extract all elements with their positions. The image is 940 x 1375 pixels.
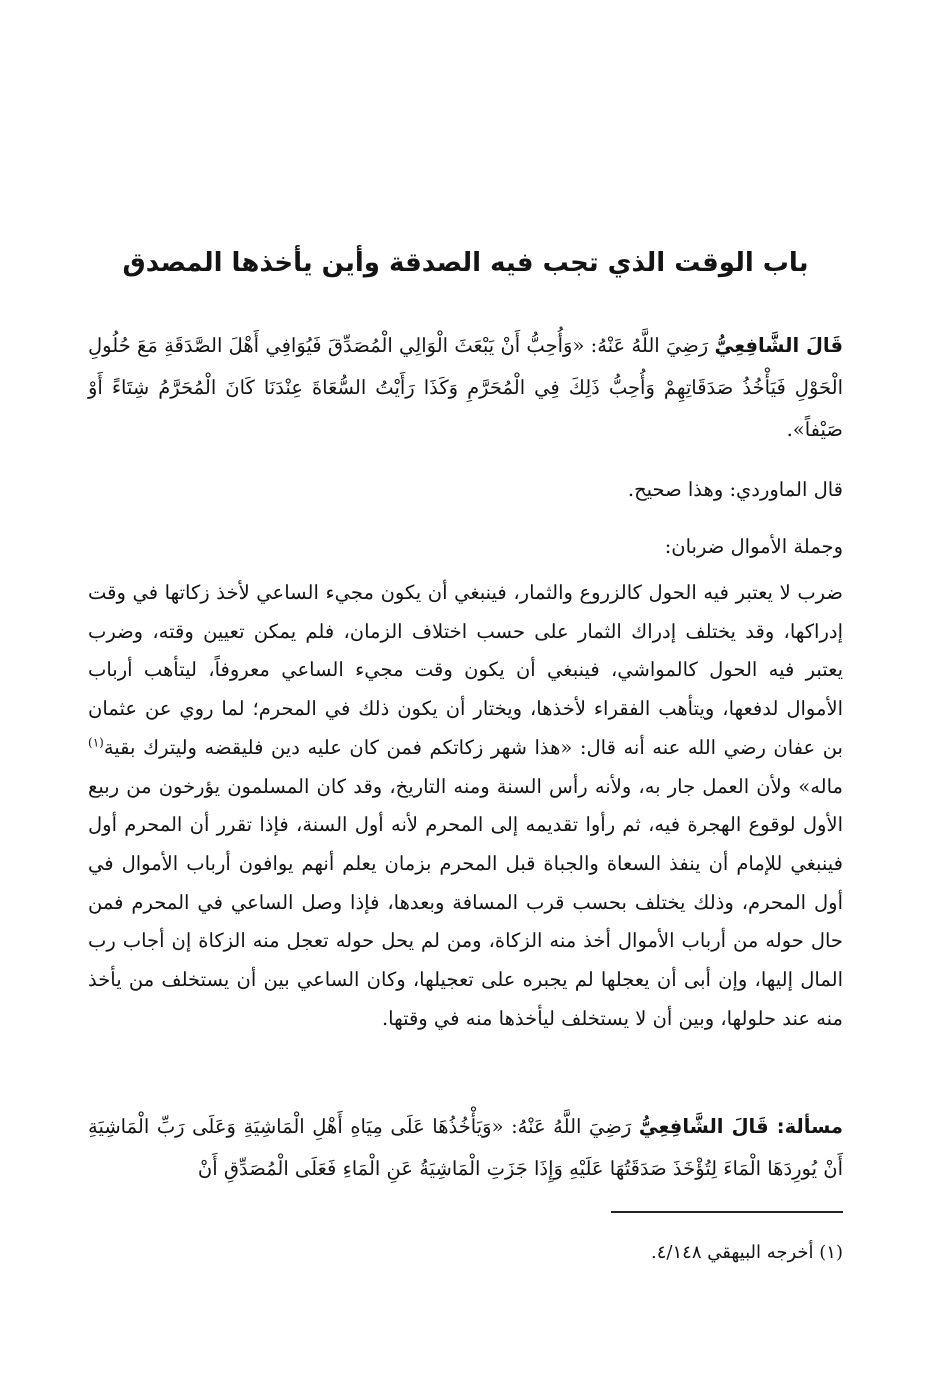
commentary-paragraph — [88, 574, 843, 1038]
commentary-text-part1: ضرب لا يعتبر فيه الحول كالزروع والثمار، فينبغي أن يكون مجيء الساعي لأخذ زكاتها في وقت إدراكها، وقد يختلف إدراك الثمار على حسب اختلاف الزمان، فلم يمكن تعيين وقته، وضرب يعتبر فيه الحول كالمواشي، فينبغي أن يكون وقت مجيء الساعي معروفاً، ليتأهب أرباب الأموال لدفعها، ويتأهب الفقراء لأخذها، ويختار أن يكون ذلك في المحرم؛ لما روي عن عثمان بن عفان رضي الله عنه أنه قال: «هذا شهر زكاتكم فمن كان عليه دين فليقضه وليترك بقية — [88, 581, 843, 759]
quote-text: رَضِيَ اللَّهُ عَنْهُ: «وَأُحِبُّ أَنْ يَبْعَثَ الْوَالِي الْمُصَدِّقَ فَيُوَافِي أَهْلَ الصَّدَقَةِ مَعَ حُلُولِ الْحَوْلِ فَيَأْخُذُ صَدَقَاتِهِمْ وَأُحِبُّ ذَلِكَ فِي الْمُحَرَّمِ وَكَذَا رَأَيْتُ السُّعَاةَ عِنْدَنَا كَانَ الْمُحَرَّمُ شِتَاءً أَوْ صَيْفاً». — [88, 334, 843, 441]
masala-lead: مسألة: قَالَ الشَّافِعِيُّ — [638, 1115, 843, 1138]
masala-text: رَضِيَ اللَّهُ عَنْهُ: «وَيَأْخُذُهَا عَلَى مِيَاهِ أَهْلِ الْمَاشِيَةِ وَعَلَى رَبِّ الْمَاشِيَةِ أَنْ يُورِدَهَا الْمَاءَ لِتُؤْخَذَ صَدَقَتُهَا عَلَيْهِ وَإِذَا جَزَتِ الْمَاشِيَةُ عَنِ الْمَاءِ فَعَلَى الْمُصَدِّقِ أَنْ — [88, 1115, 843, 1180]
shafii-quote-paragraph — [88, 325, 843, 451]
footnote: (١) أخرجه البيهقي ٤/١٤٨. — [651, 1242, 843, 1263]
commentary-text-part2: ماله» ولأن العمل جار به، ولأنه رأس السنة ومنه التاريخ، وقد كان المسلمون يؤرخون من ربيع الأول لوقوع الهجرة فيه، ثم رأوا تقديمه إلى المحرم لأنه أول السنة، فإذا تقرر أن المحرم أول فينبغي للإمام أن ينفذ السعاة والجباة قبل المحرم بزمان يعلم أنهم يوافون أرباب الأموال في أول المحرم، وذلك يختلف بحسب قرب المسافة وبعدها، فإذا وصل الساعي في المحرم فمن حال حوله من أرباب الأموال أخذ منه الزكاة، ومن لم يحل حوله تعجل منه الزكاة إن أجاب رب المال إليها، وإن أبى أن يعجلها لم يجبره على تعجيلها، وكان الساعي بين أن يستخلف من يأخذ منه عند حلولها، وبين أن لا يستخلف ليأخذها منه في وقتها. — [88, 774, 843, 1030]
book-page — [88, 0, 843, 1375]
masala-quote-paragraph — [88, 1106, 843, 1190]
quote-lead: قَالَ الشَّافِعِيُّ — [714, 334, 843, 357]
wealth-types-intro: وجملة الأموال ضربان: — [664, 535, 843, 558]
footnote-reference: (١) — [88, 735, 104, 750]
footnote-separator — [611, 1211, 843, 1213]
chapter-heading: باب الوقت الذي تجب فيه الصدقة وأين يأخذها المصدق — [122, 248, 809, 278]
mawardi-comment: قال الماوردي: وهذا صحيح. — [627, 478, 843, 501]
